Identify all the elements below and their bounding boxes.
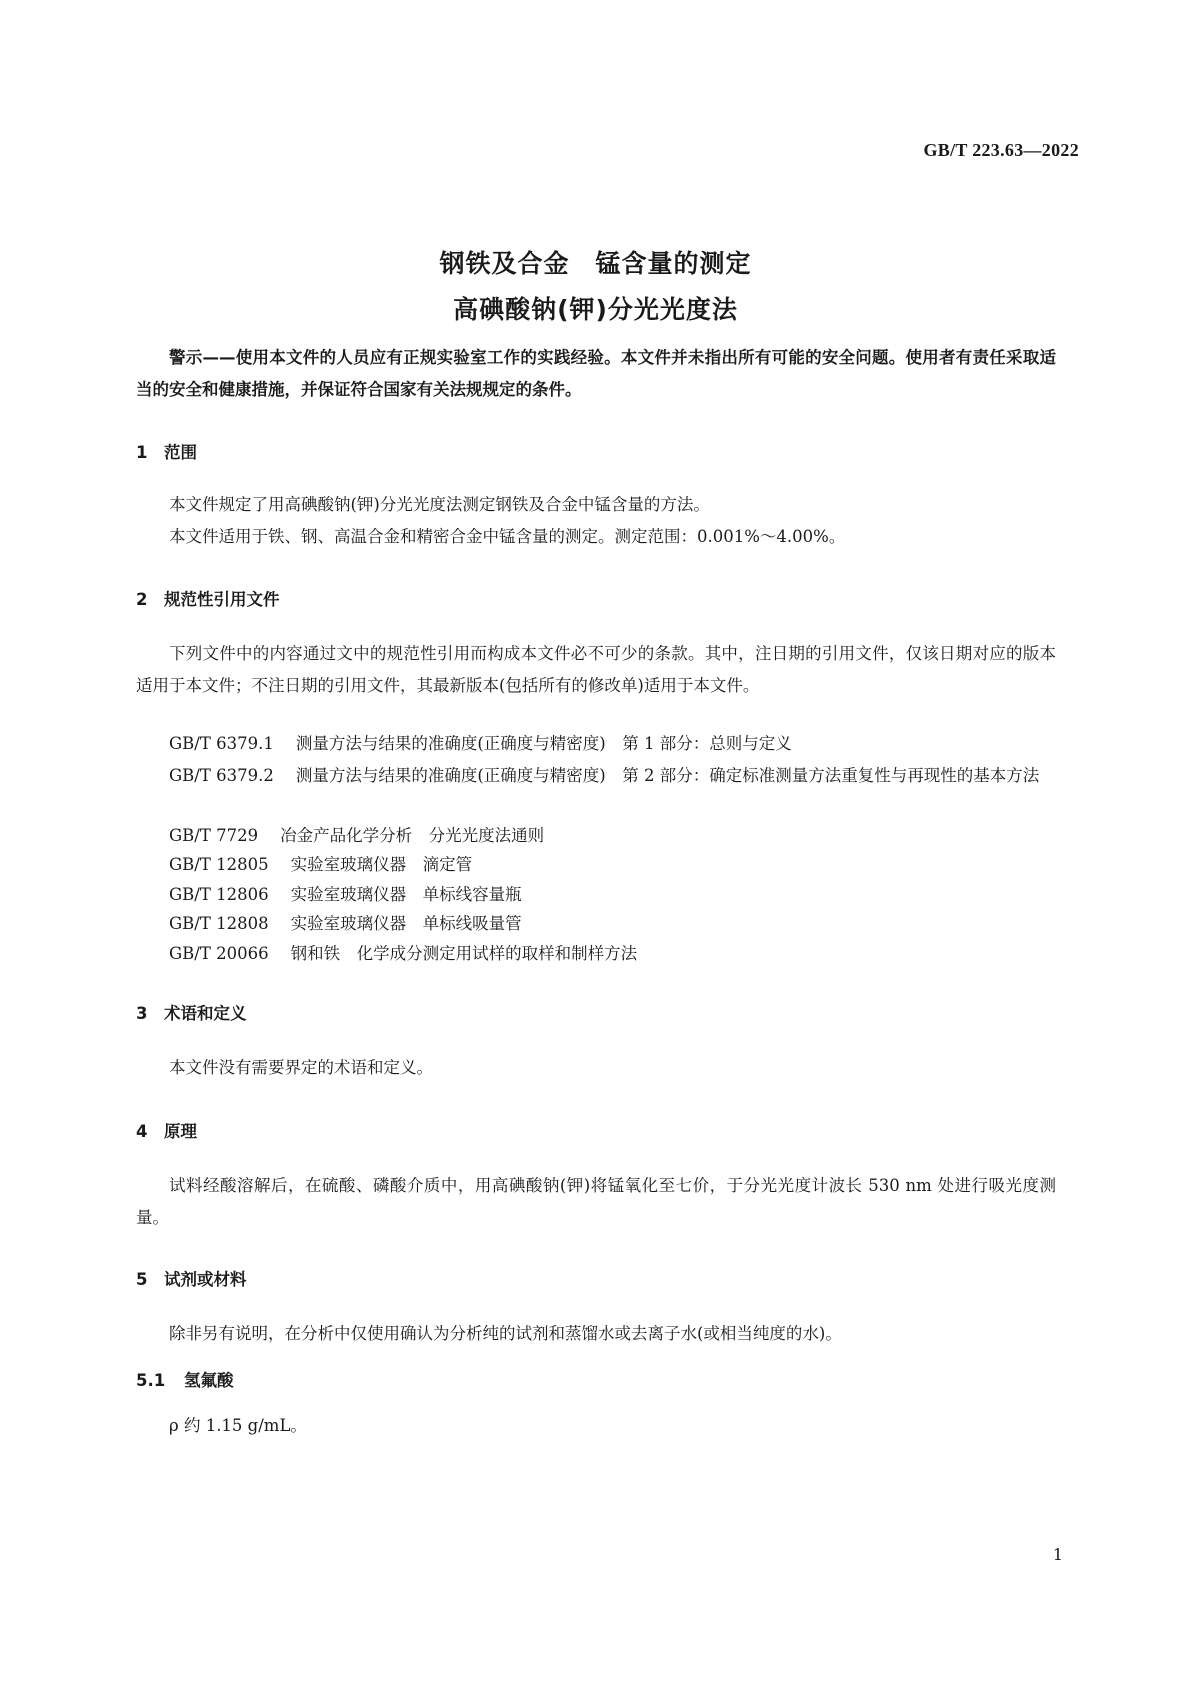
reference-code: GB/T 6379.2 bbox=[169, 766, 274, 785]
section-title: 术语和定义 bbox=[164, 1004, 247, 1023]
reagents-paragraph: 除非另有说明，在分析中仅使用确认为分析纯的试剂和蒸馏水或去离子水(或相当纯度的水)。 bbox=[169, 1324, 842, 1343]
section-title: 原理 bbox=[164, 1122, 197, 1141]
reference-title: 测量方法与结果的准确度(正确度与精密度) 第 1 部分：总则与定义 bbox=[295, 734, 792, 753]
reference-code: GB/T 12808 bbox=[169, 914, 269, 933]
reference-title: 冶金产品化学分析 分光光度法通则 bbox=[280, 826, 545, 845]
section-title: 试剂或材料 bbox=[164, 1270, 247, 1289]
section-number: 3 bbox=[136, 1004, 148, 1023]
reference-title: 测量方法与结果的准确度(正确度与精密度) 第 2 部分：确定标准测量方法重复性与再现性的基本方法 bbox=[295, 766, 1040, 785]
section-heading-scope bbox=[136, 439, 197, 463]
reference-title: 实验室玻璃仪器 单标线容量瓶 bbox=[290, 885, 522, 904]
subsection-title: 氢氟酸 bbox=[184, 1371, 234, 1390]
section-number: 5 bbox=[136, 1270, 148, 1289]
reference-title: 实验室玻璃仪器 单标线吸量管 bbox=[290, 914, 522, 933]
section-heading-reagents bbox=[136, 1266, 247, 1290]
reference-item bbox=[136, 728, 1056, 760]
subsection-number: 5.1 bbox=[136, 1371, 166, 1390]
section-heading-principle bbox=[136, 1118, 197, 1142]
terms-paragraph: 本文件没有需要界定的术语和定义。 bbox=[169, 1058, 433, 1077]
section-number: 1 bbox=[136, 443, 148, 462]
section-number: 2 bbox=[136, 590, 148, 609]
scope-paragraph-1: 本文件规定了用高碘酸钠(钾)分光光度法测定钢铁及合金中锰含量的方法。 bbox=[169, 495, 710, 514]
standard-code: GB/T 223.63—2022 bbox=[923, 140, 1079, 160]
reference-code: GB/T 20066 bbox=[169, 944, 269, 963]
document-title-line1: 钢铁及合金 锰含量的测定 bbox=[439, 249, 752, 278]
reference-item bbox=[136, 879, 1056, 911]
reference-item bbox=[136, 908, 1056, 940]
page-number: 1 bbox=[1052, 1545, 1063, 1564]
section-number: 4 bbox=[136, 1122, 148, 1141]
section-heading-terms bbox=[136, 1000, 247, 1024]
section-title: 范围 bbox=[164, 443, 197, 462]
references-intro-paragraph: 下列文件中的内容通过文中的规范性引用而构成本文件必不可少的条款。其中，注日期的引用文件，仅该日期对应的版本适用于本文件；不注日期的引用文件，其最新版本(包括所有的修改单)适用于本文件。 bbox=[136, 644, 1056, 695]
section-title: 规范性引用文件 bbox=[164, 590, 280, 609]
subsection-heading-hydrofluoric-acid bbox=[136, 1367, 234, 1391]
hydrofluoric-acid-density: ρ 约 1.15 g/mL。 bbox=[169, 1416, 307, 1435]
reference-code: GB/T 12806 bbox=[169, 885, 269, 904]
reference-item bbox=[136, 820, 1056, 852]
reference-title: 实验室玻璃仪器 滴定管 bbox=[290, 855, 473, 874]
reference-item bbox=[136, 760, 1056, 792]
scope-paragraph-2: 本文件适用于铁、钢、高温合金和精密合金中锰含量的测定。测定范围：0.001%～4.00%。 bbox=[169, 527, 846, 546]
reference-code: GB/T 6379.1 bbox=[169, 734, 274, 753]
reference-code: GB/T 12805 bbox=[169, 855, 269, 874]
reference-title: 钢和铁 化学成分测定用试样的取样和制样方法 bbox=[290, 944, 638, 963]
reference-code: GB/T 7729 bbox=[169, 826, 259, 845]
reference-item bbox=[136, 849, 1056, 881]
document-title-line2: 高碘酸钠(钾)分光光度法 bbox=[453, 295, 738, 324]
warning-paragraph: 警示——使用本文件的人员应有正规实验室工作的实践经验。本文件并未指出所有可能的安全问题。使用者有责任采取适当的安全和健康措施，并保证符合国家有关法规规定的条件。 bbox=[136, 348, 1056, 399]
principle-paragraph: 试料经酸溶解后，在硫酸、磷酸介质中，用高碘酸钠(钾)将锰氧化至七价，于分光光度计波长 530 nm 处进行吸光度测量。 bbox=[136, 1176, 1056, 1227]
reference-item bbox=[136, 938, 1056, 970]
section-heading-normative-references bbox=[136, 586, 280, 610]
